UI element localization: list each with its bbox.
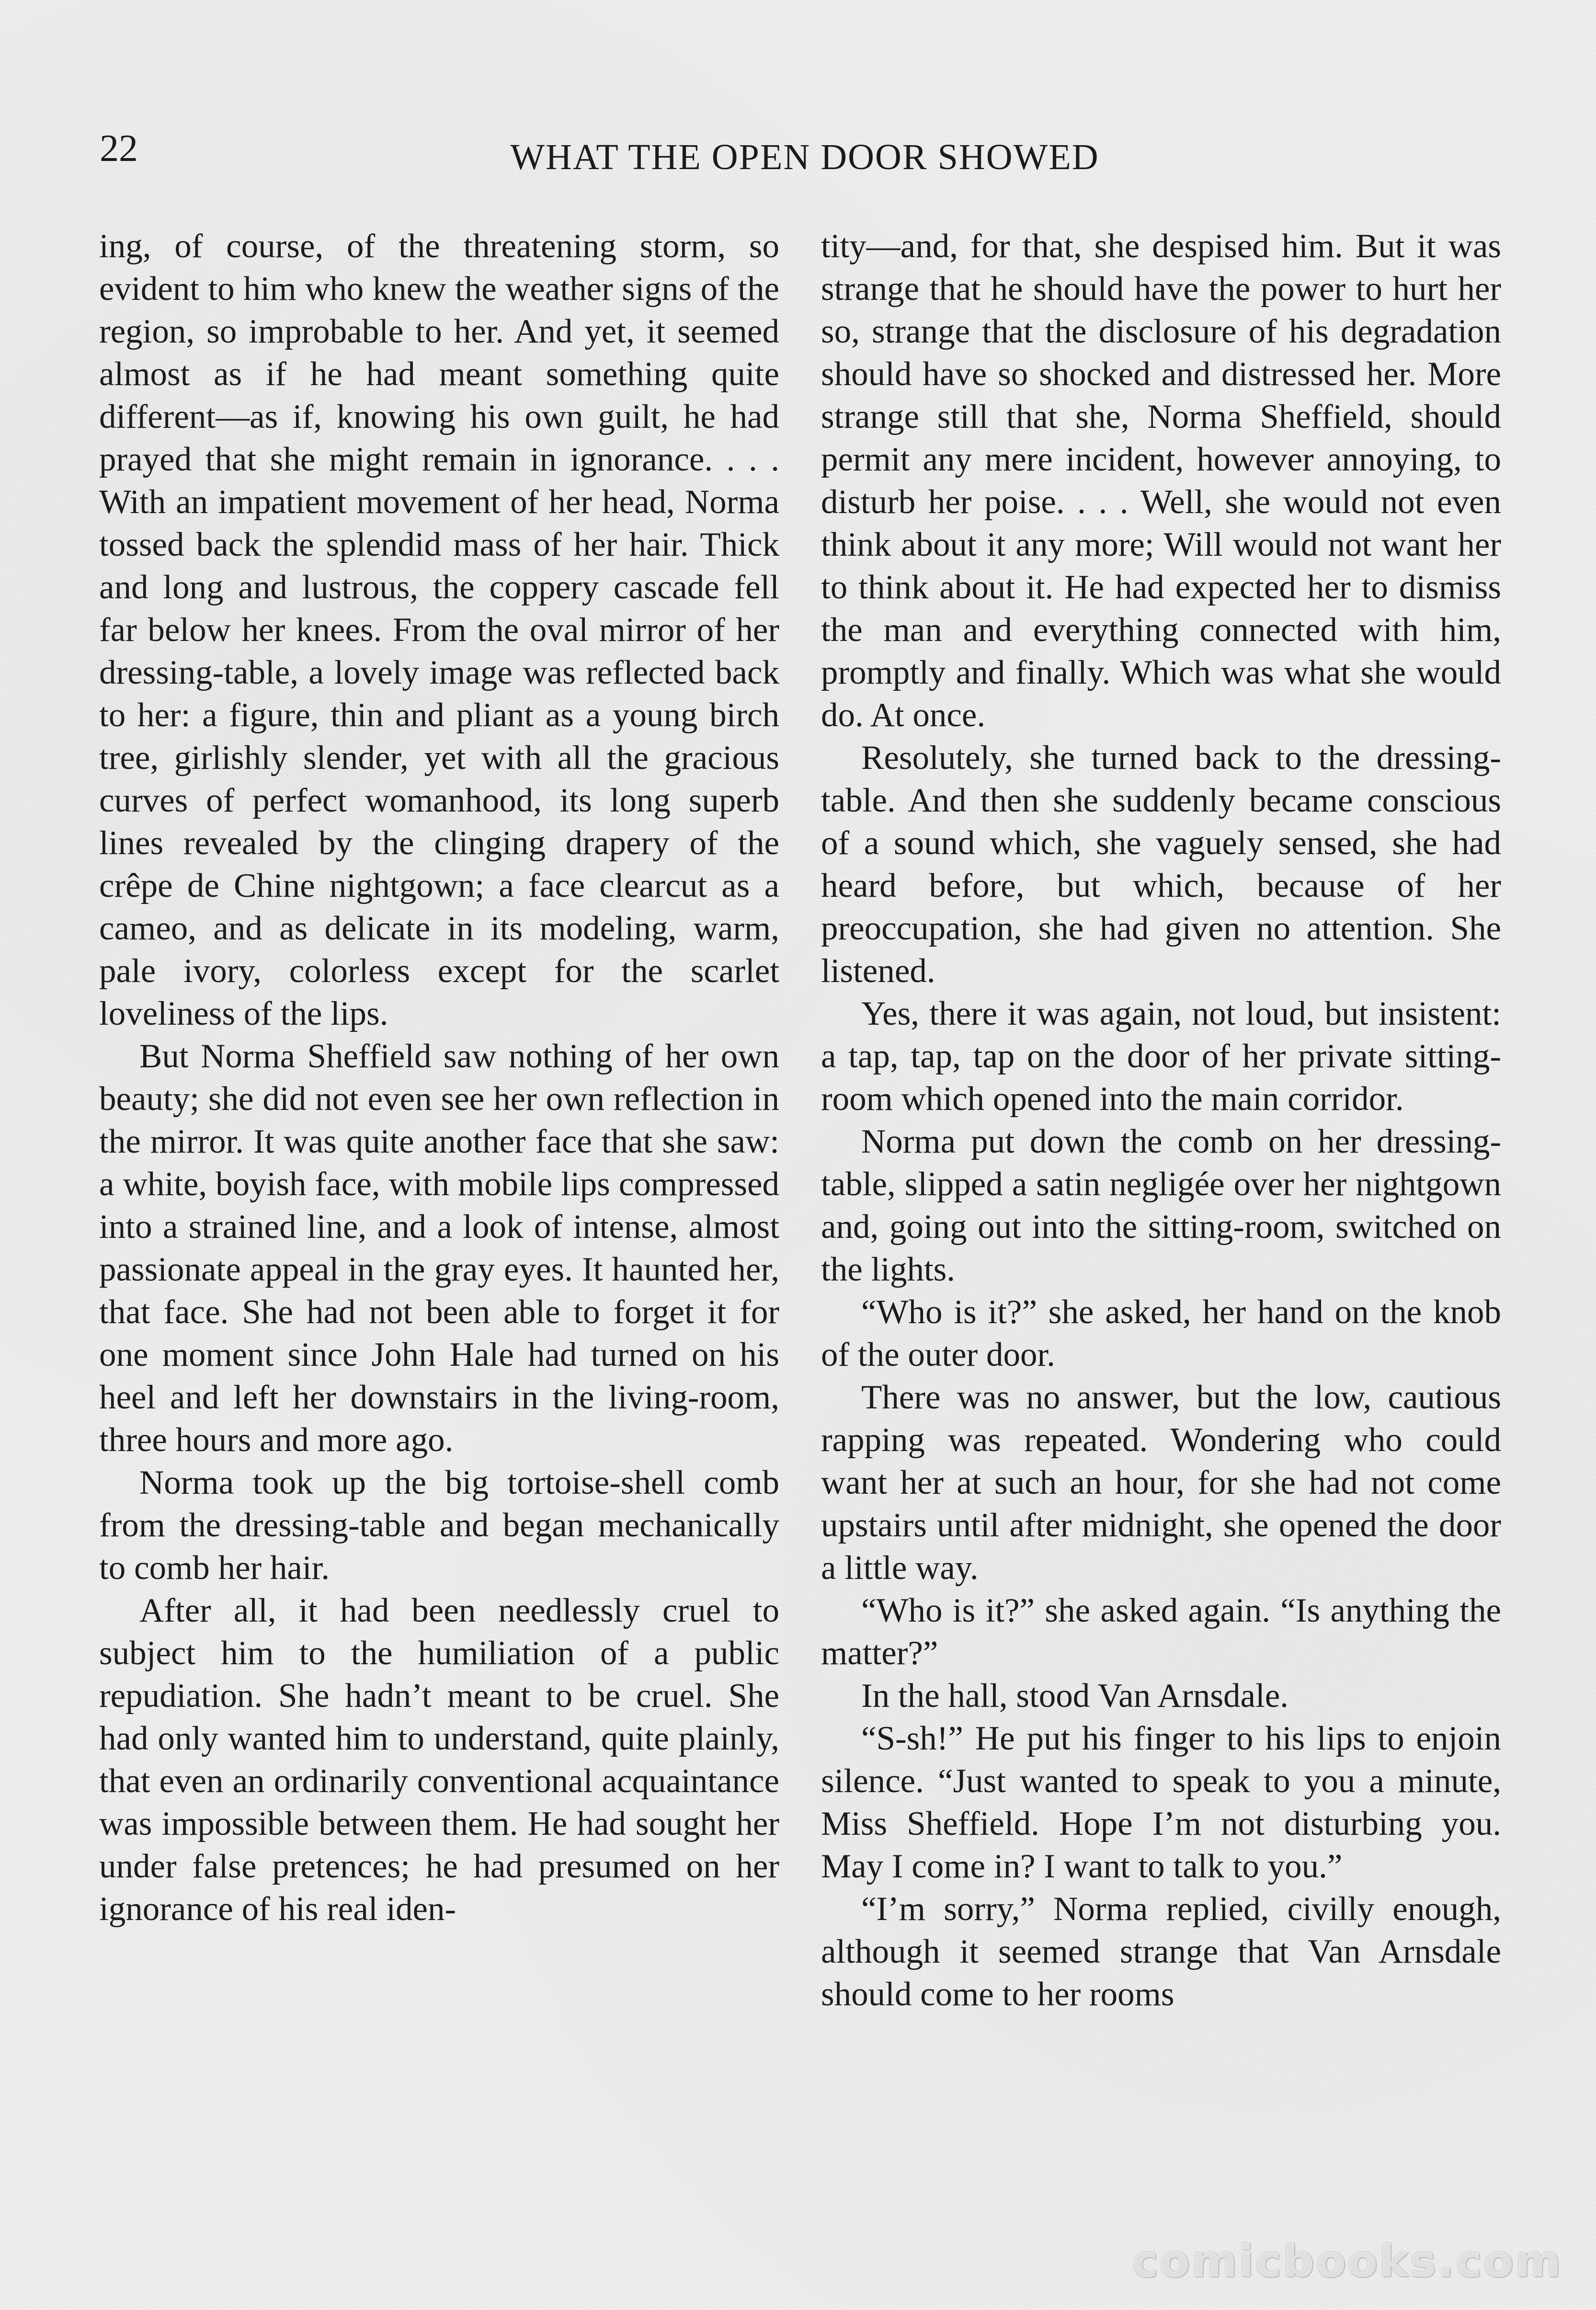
page-number: 22: [100, 127, 138, 170]
paragraph: “Who is it?” she asked again. “Is anything the matter?”: [821, 1592, 1501, 1672]
paragraph: Resolutely, she turned back to the dressing-table. And then she suddenly became conscious of a sound which, she vaguely sensed, she had heard before, but which, because of her preoccupation, she had given no attention. She listened.: [821, 739, 1501, 990]
left-column: [99, 225, 779, 1931]
running-head: WHAT THE OPEN DOOR SHOWED: [510, 137, 1099, 177]
paragraph: Norma took up the big tortoise-shell comb from the dressing-table and began mechanically to comb her hair.: [99, 1464, 779, 1587]
paragraph: ing, of course, of the threatening storm, so evident to him who knew the weather signs of the region, so improbable to her. And yet, it seemed almost as if he had meant something quite different—as if, knowing his own guilt, he had prayed that she might remain in ignorance. . . . With an impatient movement of her head, Norma tossed back the splendid mass of her hair. Thick and long and lustrous, the coppery cascade fell far below her knees. From the oval mirror of her dressing-table, a lovely image was reflected back to her: a figure, thin and pliant as a young birch tree, girlishly slender, yet with all the gracious curves of perfect womanhood, its long superb lines revealed by the clinging drapery of the crêpe de Chine nightgown; a face clearcut as a cameo, and as delicate in its modeling, warm, pale ivory, colorless except for the scarlet loveliness of the lips.: [99, 228, 779, 1032]
paragraph: “I’m sorry,” Norma replied, civilly enough, although it seemed strange that Van Arnsdale should come to her rooms: [821, 1890, 1501, 2013]
paragraph: Yes, there it was again, not loud, but insistent: a tap, tap, tap on the door of her private sitting-room which opened into the main corridor.: [821, 995, 1501, 1118]
paragraph: “S-sh!” He put his finger to his lips to enjoin silence. “Just wanted to speak to you a minute, Miss Sheffield. Hope I’m not disturbing you. May I come in? I want to talk to you.”: [821, 1720, 1501, 1885]
paragraph: “Who is it?” she asked, her hand on the knob of the outer door.: [821, 1293, 1501, 1373]
paragraph: In the hall, stood Van Arnsdale.: [861, 1677, 1288, 1715]
paragraph: After all, it had been needlessly cruel to subject him to the humiliation of a public repudiation. She hadn’t meant to be cruel. She had only wanted him to understand, quite plainly, that even an ordinarily conventional acquaintance was impossible between them. He had sought her under false pretences; he had presumed on her ignorance of his real iden-: [99, 1592, 779, 1928]
paragraph: tity—and, for that, she despised him. But it was strange that he should have the power to hurt her so, strange that the disclosure of his degradation should have so shocked and distressed her. More strange still that she, Norma Sheffield, should permit any mere incident, however annoying, to disturb her poise. . . . Well, she would not even think about it any more; Will would not want her to think about it. He had expected her to dismiss the man and everything connected with him, promptly and finally. Which was what she would do. At once.: [821, 228, 1501, 734]
paragraph: But Norma Sheffield saw nothing of her own beauty; she did not even see her own reflection in the mirror. It was quite another face that she saw: a white, boyish face, with mobile lips compressed into a strained line, and a look of intense, almost passionate appeal in the gray eyes. It haunted her, that face. She had not been able to forget it for one moment since John Hale had turned on his heel and left her downstairs in the living-room, three hours and more ago.: [99, 1038, 779, 1459]
right-column: [821, 225, 1501, 2016]
paragraph: Norma put down the comb on her dressing-table, slipped a satin negligée over her nightgown and, going out into the sitting-room, switched on the lights.: [821, 1123, 1501, 1288]
watermark: comicbooks.com: [1132, 2236, 1562, 2287]
paragraph: There was no answer, but the low, cautious rapping was repeated. Wondering who could want her at such an hour, for she had not come upstairs until after midnight, she opened the door a little way.: [821, 1379, 1501, 1587]
